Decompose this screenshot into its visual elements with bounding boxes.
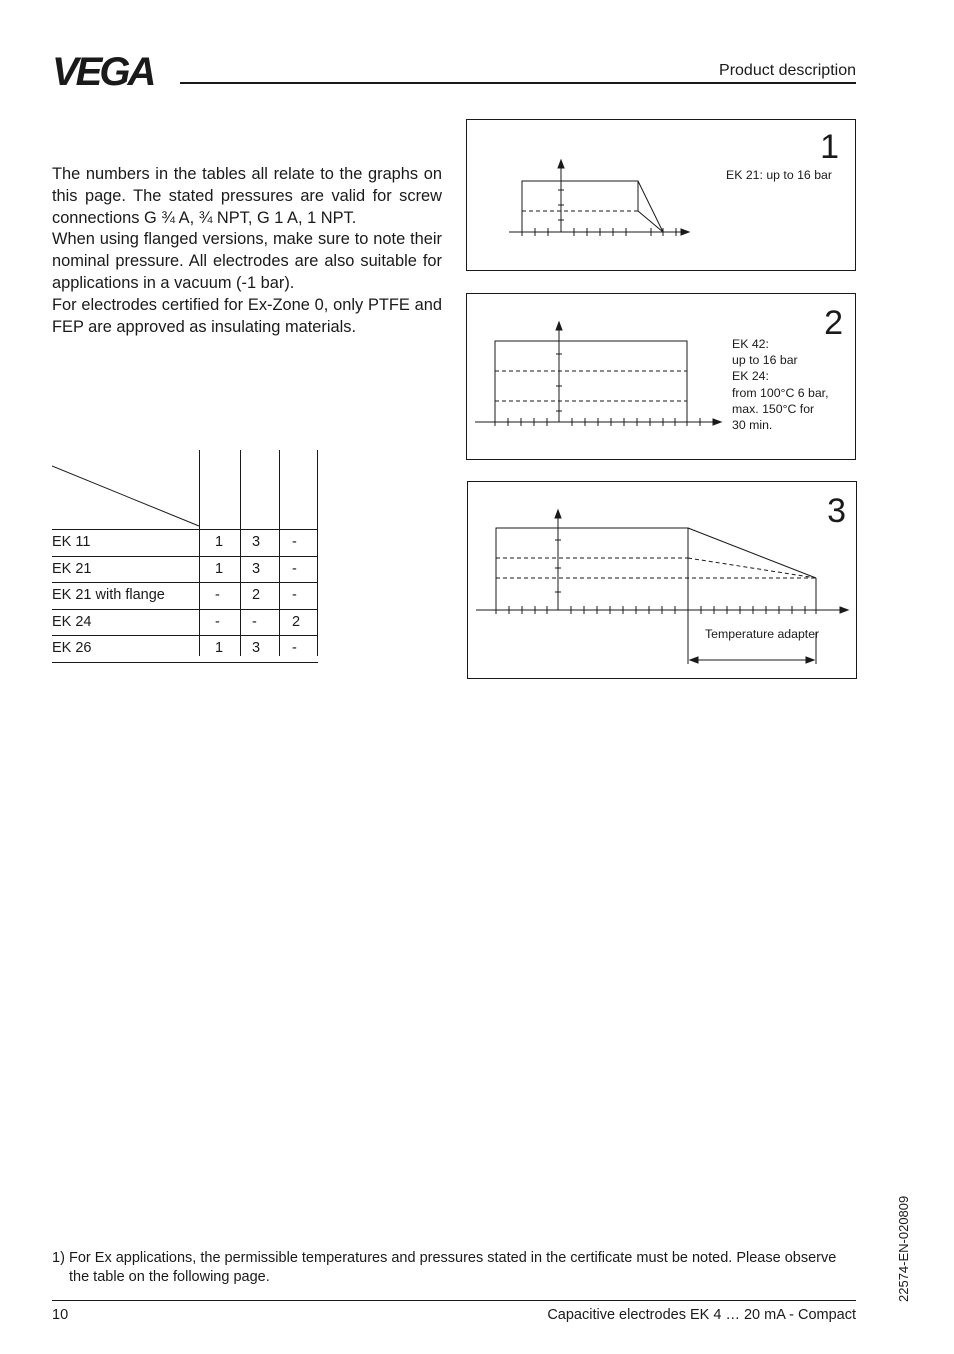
row-graph-b: 3 — [252, 560, 261, 577]
row-name: EK 21 with flange — [52, 587, 165, 603]
row-graph-a: - — [215, 587, 220, 603]
row-graph-b: - — [252, 613, 257, 630]
footnote-text: For Ex applications, the permissible temperatures and pressures stated in the certificate must be noted. Please observe the table on the following page. — [69, 1250, 837, 1285]
intro-paragraph-2: When using flanged versions, make sure to note their nominal pressure. All electrodes are also suitable for applications in a vacuum (-1 bar). — [52, 230, 442, 292]
row-graph-b: 2 — [252, 587, 261, 603]
row-graph-c: - — [292, 534, 297, 550]
row-graph-a: 1 — [215, 640, 224, 656]
document-id: 22574-EN-020809 — [896, 1195, 911, 1302]
row-graph-c: - — [292, 587, 297, 603]
graph-note: max. 150°C for — [732, 401, 815, 416]
row-graph-c: 2 — [292, 613, 301, 630]
row-graph-b: 3 — [252, 640, 261, 656]
logo-text: VEGA — [52, 52, 154, 88]
table-row — [52, 583, 318, 610]
graph-note: EK 42: — [732, 337, 769, 351]
table-row — [52, 636, 318, 663]
graph-note: EK 21: up to 16 bar — [726, 168, 832, 182]
intro-paragraph-3: For electrodes certified for Ex-Zone 0, only PTFE and FEP are approved as insulating materials. — [52, 295, 442, 336]
graph-3-diagram — [468, 482, 856, 678]
page-number: 10 — [52, 1307, 69, 1323]
footer-rule — [52, 1300, 856, 1301]
table-header — [52, 450, 318, 530]
graph-2-diagram — [467, 294, 855, 459]
intro-text — [52, 164, 442, 338]
row-name: EK 11 — [52, 534, 91, 550]
graph-note: from 100°C 6 bar, — [732, 385, 829, 400]
graph-1-diagram — [467, 120, 855, 270]
intro-paragraph-1: The numbers in the tables all relate to the graphs on this page. The stated pressures are valid for screw connections G ¾ A, ¾ NPT, G 1 A, 1 NPT. — [52, 165, 442, 227]
row-name: EK 26 — [52, 640, 92, 656]
table-row — [52, 530, 318, 557]
row-graph-a: 1 — [215, 534, 224, 550]
graph-panel-1 — [466, 119, 856, 271]
document-title: Capacitive electrodes EK 4 … 20 mA - Compact — [547, 1307, 856, 1323]
vega-logo — [52, 52, 172, 88]
row-name: EK 24 — [52, 613, 92, 630]
table-row — [52, 557, 318, 584]
graph-note: Temperature adapter — [705, 627, 820, 641]
row-graph-c: - — [292, 560, 297, 577]
graph-note: EK 24: — [732, 369, 769, 384]
section-title: Product description — [719, 62, 856, 79]
graph-note: up to 16 bar — [732, 353, 798, 368]
header-rule — [180, 82, 856, 84]
row-graph-a: - — [215, 613, 220, 630]
graph-panel-3 — [467, 481, 857, 679]
graph-number: 3 — [827, 492, 846, 530]
row-name: EK 21 — [52, 560, 92, 577]
table-row — [52, 610, 318, 637]
graph-number: 2 — [824, 304, 843, 342]
graph-panel-2 — [466, 293, 856, 460]
footnote-marker: 1) — [52, 1250, 65, 1266]
table-header-diagonal — [52, 450, 318, 530]
graph-number: 1 — [820, 128, 839, 166]
electrode-graph-table — [52, 450, 318, 663]
row-graph-c: - — [292, 640, 297, 656]
row-graph-a: 1 — [215, 560, 224, 577]
row-graph-b: 3 — [252, 534, 261, 550]
footnote — [52, 1249, 856, 1287]
graph-note: 30 min. — [732, 418, 773, 433]
